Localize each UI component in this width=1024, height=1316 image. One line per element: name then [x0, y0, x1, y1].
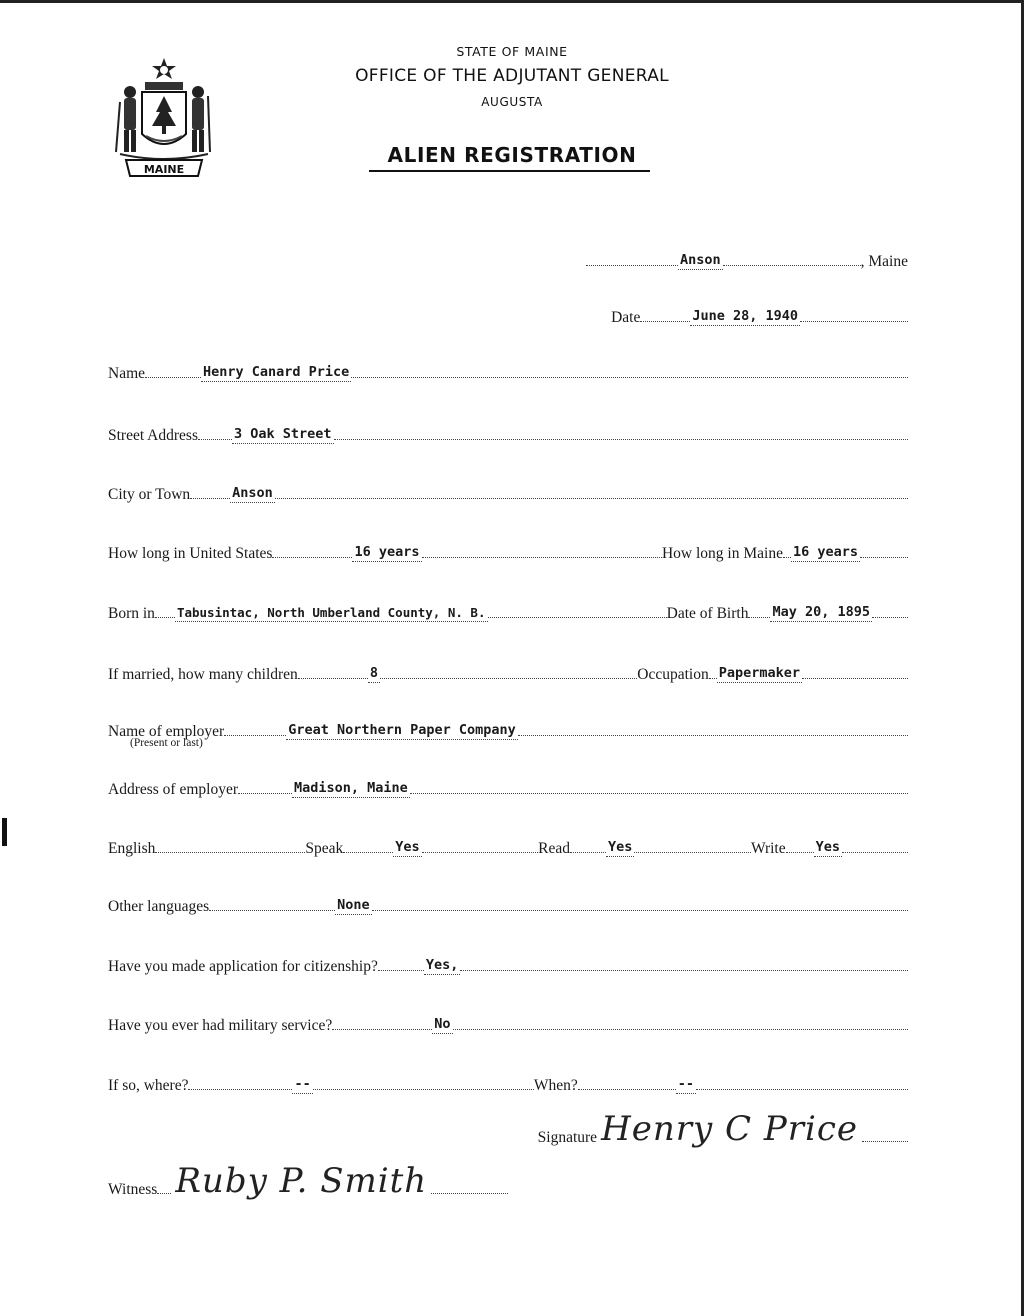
where-label: If so, where?	[108, 1076, 189, 1094]
occupation-value: Papermaker	[717, 667, 802, 684]
years-us-value: 16 years	[352, 546, 421, 563]
witness-label: Witness	[108, 1180, 158, 1198]
svg-text:MAINE: MAINE	[143, 163, 185, 176]
family-row	[108, 657, 908, 683]
city-value: Anson	[230, 487, 275, 504]
citizenship-value: Yes,	[424, 959, 461, 976]
name-label: Name	[108, 364, 146, 382]
other-languages-row	[108, 889, 908, 915]
name-value: Henry Canard Price	[201, 366, 351, 383]
scan-border-top	[0, 0, 1024, 3]
place-row	[108, 244, 908, 270]
write-label: Write	[750, 839, 786, 857]
dob-label: Date of Birth	[666, 604, 749, 622]
street-value: 3 Oak Street	[232, 428, 334, 445]
read-label: Read	[538, 839, 571, 857]
street-row	[108, 418, 908, 444]
scan-edge-mark	[2, 818, 7, 846]
when-label: When?	[533, 1076, 578, 1094]
employer-address-row	[108, 772, 908, 798]
signature-row	[108, 1104, 908, 1149]
signature-label: Signature	[537, 1128, 598, 1146]
city-label: City or Town	[108, 485, 191, 503]
citizenship-label: Have you made application for citizenship?	[108, 957, 378, 975]
office-heading: OFFICE OF THE ADJUTANT GENERAL	[355, 66, 669, 86]
date-row	[108, 300, 908, 326]
city-heading: AUGUSTA	[481, 95, 543, 109]
employer-address-value: Madison, Maine	[292, 782, 410, 799]
when-value: --	[676, 1078, 696, 1095]
signature-value: Henry C Price	[601, 1109, 858, 1149]
military-value: No	[432, 1018, 452, 1035]
where-value: --	[292, 1078, 312, 1095]
name-row	[108, 356, 908, 382]
maine-state-seal	[112, 56, 216, 184]
other-languages-value: None	[335, 899, 372, 916]
military-label: Have you ever had military service?	[108, 1016, 333, 1034]
english-label: English	[108, 839, 156, 857]
place-state-label: , Maine	[860, 252, 908, 270]
children-label: If married, how many children	[108, 665, 298, 683]
write-value: Yes	[814, 841, 842, 858]
employer-sublabel: (Present or last)	[130, 737, 203, 749]
read-value: Yes	[606, 841, 634, 858]
military-row	[108, 1008, 908, 1034]
citizenship-row	[108, 949, 908, 975]
children-value: 8	[368, 667, 380, 684]
witness-row	[108, 1150, 508, 1201]
employer-value: Great Northern Paper Company	[286, 724, 518, 741]
employer-address-label: Address of employer	[108, 780, 238, 798]
years-maine-value: 16 years	[791, 546, 860, 563]
service-details-row	[108, 1068, 908, 1094]
years-maine-label: How long in Maine	[661, 544, 783, 562]
english-row	[108, 831, 908, 857]
employer-row	[108, 714, 908, 740]
title-underline	[369, 170, 650, 172]
city-row	[108, 477, 908, 503]
date-label: Date	[611, 308, 641, 326]
date-value: June 28, 1940	[690, 310, 800, 327]
dob-value: May 20, 1895	[770, 606, 872, 623]
speak-label: Speak	[305, 839, 344, 857]
state-heading: STATE OF MAINE	[456, 44, 568, 59]
form-title: ALIEN REGISTRATION	[387, 143, 637, 167]
occupation-label: Occupation	[637, 665, 709, 683]
other-languages-label: Other languages	[108, 897, 210, 915]
years-us-label: How long in United States	[108, 544, 273, 562]
place-town-value: Anson	[678, 254, 723, 271]
employer-label: Name of employer	[108, 722, 225, 740]
residence-row	[108, 536, 908, 562]
born-in-label: Born in	[108, 604, 155, 622]
birth-row	[108, 596, 908, 622]
speak-value: Yes	[393, 841, 421, 858]
witness-value: Ruby P. Smith	[175, 1161, 428, 1201]
street-label: Street Address	[108, 426, 198, 444]
born-in-value: Tabusintac, North Umberland County, N. B.	[175, 607, 488, 623]
